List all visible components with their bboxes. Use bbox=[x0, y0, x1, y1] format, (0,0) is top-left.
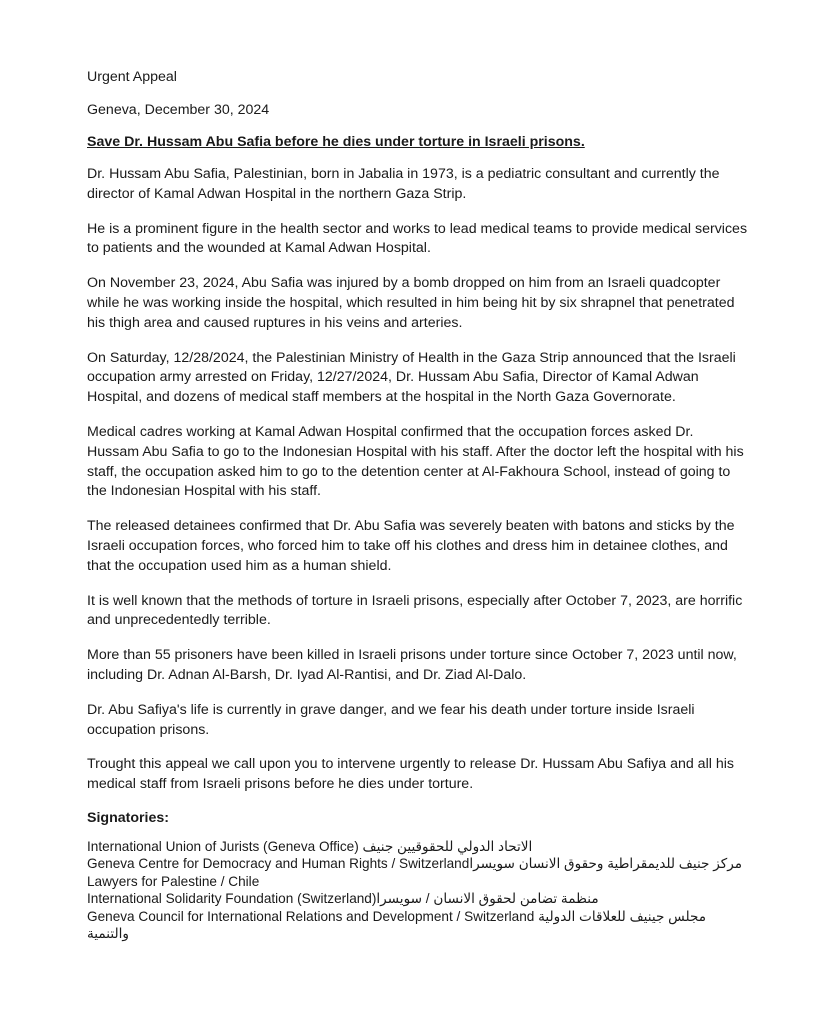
paragraph: Medical cadres working at Kamal Adwan Hospital confirmed that the occupation forces asked Dr. Hussam Abu Safia to go to the Indonesian Hospital with his staff. After the doctor left the hospital with his staff, the occupation asked him to go to the detention center at Al-Fakhoura School, instead of going to the Indonesian Hospital with his staff. bbox=[87, 423, 744, 500]
paragraph: On November 23, 2024, Abu Safia was injured by a bomb dropped on him from an Israeli quadcopter while he was working inside the hospital, which resulted in him being hit by six shrapnel that penetrated his thigh area and caused ruptures in his veins and arteries. bbox=[87, 275, 735, 331]
paragraph: Dr. Hussam Abu Safia, Palestinian, born in Jabalia in 1973, is a pediatric consultant and currently the director of Kamal Adwan Hospital in the northern Gaza Strip. bbox=[87, 166, 720, 202]
paragraph: It is well known that the methods of torture in Israeli prisons, especially after October 7, 2023, are horrific and unprecedentedly terrible. bbox=[87, 592, 743, 629]
signatory bbox=[87, 855, 749, 873]
signatory-name-ar: الاتحاد الدولي للحقوقيين جنيف bbox=[362, 838, 533, 854]
paragraph: Dr. Abu Safiya's life is currently in grave danger, and we fear his death under torture inside Israeli occupation prisons. bbox=[87, 701, 695, 738]
document-label: Urgent Appeal bbox=[87, 69, 177, 85]
signatory-name-en: International Solidarity Foundation (Switzerland) bbox=[87, 891, 377, 907]
signatory bbox=[87, 873, 749, 891]
paragraph: On Saturday, 12/28/2024, the Palestinian Ministry of Health in the Gaza Strip announced that the Israeli occupation army arrested on Friday, 12/27/2024, Dr. Hussam Abu Safia, Director of Kamal Adwan Hospital, and dozens of medical staff members at the hospital in the North Gaza Governorate. bbox=[87, 349, 736, 406]
signatories-heading: Signatories: bbox=[87, 809, 169, 826]
paragraph: Trought this appeal we call upon you to intervene urgently to release Dr. Hussam Abu Safiya and all his medical staff from Israeli prisons before he dies under torture. bbox=[87, 756, 734, 793]
paragraph: The released detainees confirmed that Dr. Abu Safia was severely beaten with batons and sticks by the Israeli occupation forces, who forced him to take off his clothes and dress him in detainee clothes, and that the occupation used him as a human shield. bbox=[87, 518, 735, 574]
paragraph: More than 55 prisoners have been killed in Israeli prisons under torture since October 7, 2023 until now, including Dr. Adnan Al-Barsh, Dr. Iyad Al-Rantisi, and Dr. Ziad Al-Dalo. bbox=[87, 647, 737, 683]
paragraph: He is a prominent figure in the health sector and works to lead medical teams to provide medical services to patients and the wounded at Kamal Adwan Hospital. bbox=[87, 220, 748, 257]
place-date: Geneva, December 30, 2024 bbox=[87, 102, 270, 118]
signatory-name-ar: منظمة تضامن لحقوق الانسان / سويسرا bbox=[376, 891, 599, 907]
signatory bbox=[87, 890, 749, 908]
signatory bbox=[87, 838, 749, 856]
signatory-name-en: International Union of Jurists (Geneva Office) bbox=[87, 838, 359, 854]
signatory-name-en: Lawyers for Palestine / Chile bbox=[87, 873, 260, 889]
signatory-name-en: Geneva Centre for Democracy and Human Rights / Switzerland bbox=[87, 856, 470, 872]
signatory-name-ar: مجلس جينيف للعلاقات الدولية والتنمية bbox=[87, 908, 707, 942]
signatory-name-ar: مركز جنيف للديمقراطية وحقوق الانسان سويسرا bbox=[469, 856, 742, 872]
signatory bbox=[87, 908, 749, 943]
signatory-name-en: Geneva Council for International Relations and Development / Switzerland bbox=[87, 908, 535, 924]
document-title: Save Dr. Hussam Abu Safia before he dies under torture in Israeli prisons. bbox=[87, 134, 585, 150]
signatories-list bbox=[87, 838, 749, 943]
